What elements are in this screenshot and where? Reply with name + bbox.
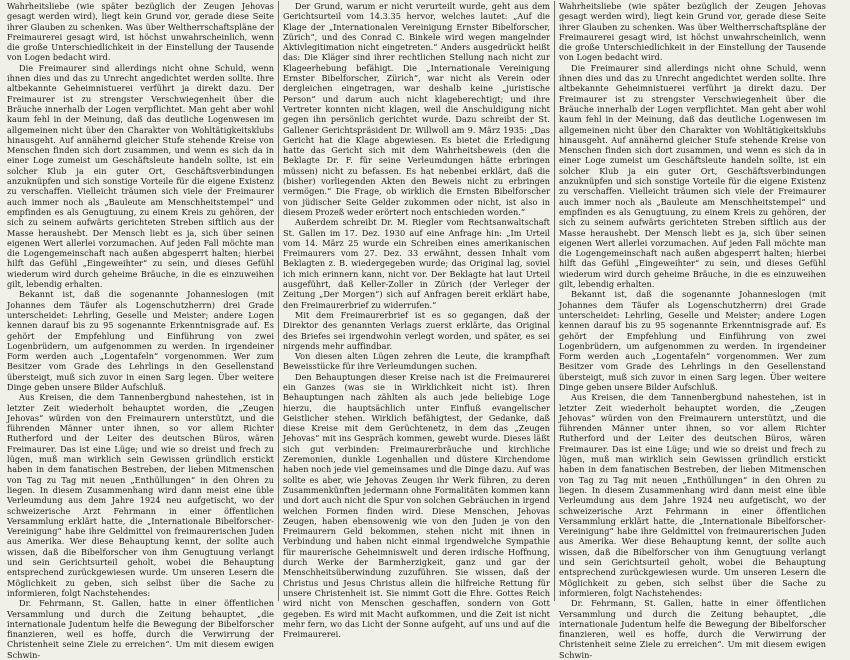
paragraph: Der Grund, warum er nicht verurteilt wurde, geht aus dem Gerichtsurteil vom 14.3.35 hervor, welches lautet: „Auf die Klage der „Internationalen Vereinigung Ernster Bibelforscher, Zürich“, und des Conrad C. Binkele wird wegen mangelnder Aktivlegitimation nicht eingetreten.“ Anders ausgedrückt heißt das: Die Kläger sind ihrer rechtlichen Stellung nach nicht zur Klageerhebung befähigt. Die „Internationale Vereinigung Ernster Bibelforscher, Zürich“, war nicht als Verein oder dergleichen eingetragen, war deshalb keine „juristische Person“ und darum auch nicht klageberechtigt; und ihre Vertreter konnten nicht klagen, weil die Anschuldigung nicht gegen ihn persönlich gerichtet wurde. Dazu schreibt der St. Gallener Gerichtspräsident Dr. Willwoll am 9. März 1935: „Das Gericht hat die Klage abgewiesen. Es bietet die Erledigung hatte das Gericht sich mit dem Wahrheitsbeweis (den die Beklagte Dr. F. für seine Verleumdungen hätte erbringen müssen) nicht zu befassen. Es hat nebenbei erklärt, daß die (bisher) vorliegenden Akten den Beweis nicht zu erbringen vermögen.“ Die Frage, ob wirklich die Ernsten Bibelforscher von jüdischer Seite Gelder zukommen oder nicht, ist also in diesem Prozeß weder erörtert noch entschieden worden.“ xyxy=(283,1,550,217)
text-column-middle xyxy=(279,1,554,640)
paragraph: Wahrheitsliebe (wie später bezüglich der Zeugen Jehovas gesagt werden wird), liegt kein Grund vor, gerade diese Seite ihrer Glauben zu schenken. Was über Weltherrschaftspläne der Freimaurerei gesagt wird, ist höchst unwahrscheinlich, wenn die große Unterschiedlichkeit in der Einstellung der Tausende von Logen bedacht wird. xyxy=(559,1,826,63)
paragraph: Bekannt ist, daß die sogenannte Johanneslogen (mit Johannes dem Täufer als Logenschutzherrn) drei Grade unterscheidet: Lehrling, Geselle und Meister; andere Logen kennen darauf bis zu 95 sogenannte Erkenntnisgrade auf. Es gehört der Empfehlung und Einführung von zwei Logenbrüdern, um aufgenommen zu werden. In irgendeiner Form werden auch „Logentafeln“ vorgenommen. Wer zum Besitzer vom Grade des Lehrlings in den Gesellenstand übersteigt, muß sich zuvor in einen Sarg legen. Über weitere Dinge geben unsere Bilder Aufschluß. xyxy=(7,289,274,392)
text-column-right xyxy=(555,1,830,660)
paragraph: Dr. Fehrmann, St. Gallen, hatte in einer öffentlichen Versammlung und durch die Zeitung behauptet, „die internationale Judentum helfe die Bewegung der Bibelforscher finanzieren, weil es hoffe, durch die Verwirrung der Christenheit seine Ziele zu erreichen“. Um mit diesem ewigen Schwin- xyxy=(559,598,826,660)
paragraph: Dr. Fehrmann, St. Gallen, hatte in einer öffentlichen Versammlung und durch die Zeitung behauptet, „die internationale Judentum helfe die Bewegung der Bibelforscher finanzieren, weil es hoffe, durch die Verwirrung der Christenheit seine Ziele zu erreichen“. Um mit diesem ewigen Schwin- xyxy=(7,598,274,660)
paragraph: Aus Kreisen, die dem Tannenbergbund nahestehen, ist in letzter Zeit wiederholt behauptet worden, die „Zeugen Jehovas“ würden von den Freimaurern unterstützt, und die führenden Männer unter ihnen, so vor allem Richter Rutherford und der Leiter des deutschen Büros, wären Freimaurer. Das ist eine Lüge; und wie so dreist und frech zu lügen, muß man wirklich sein Gewissen gründlich erstickt haben in dem fanatischen Bestreben, der lieben Mitmenschen von Tag zu Tag mit neuen „Enthüllungen“ in den Ohren zu liegen. In diesem Zusammenhang wird dann meist eine üble Verleumdung aus dem Jahre 1924 neu aufgetischt, wo der schweizerische Arzt Fehrmann in einer öffentlichen Versammlung erklärt hatte, die „Internationale Bibelforscher-Vereinigung“ habe ihre Geldmittel von freimaurerischen Juden aus Amerika. Wer diese Behauptung kennt, der sollte auch wissen, daß die Bibelforscher von ihm Genugtuung verlangt und sein Gerichtsurteil geholt, wobei die Behauptung entsprechend zurückgewiesen wurde. Um unseren Lesern die Möglichkeit zu geben, sich selbst über die Sache zu informieren, folgt Nachstehendes: xyxy=(7,392,274,598)
paragraph: Bekannt ist, daß die sogenannte Johanneslogen (mit Johannes dem Täufer als Logenschutzherrn) drei Grade unterscheidet: Lehrling, Geselle und Meister; andere Logen kennen darauf bis zu 95 sogenannte Erkenntnisgrade auf. Es gehört der Empfehlung und Einführung von zwei Logenbrüdern, um aufgenommen zu werden. In irgendeiner Form werden auch „Logentafeln“ vorgenommen. Wer zum Besitzer vom Grade des Lehrlings in den Gesellenstand übersteigt, muß sich zuvor in einen Sarg legen. Über weitere Dinge geben unsere Bilder Aufschluß. xyxy=(559,289,826,392)
paragraph: Den Behauptungen dieser Kreise nach ist die Freimaurerei ein Ganzes (was sie in Wirklichkeit nicht ist). Ihren Behauptungen nach zählten als auch jede beliebige Loge hierzu, die hauptsächlich unter Einfluß evangelischer Geistlicher stehen. Wirklich befähigtest, der Gedanke, daß diese Kreise mit dem Gerüchtenetz, in dem das „Zeugen Jehovas“ mit ins Gespräch kommen, gewebt wurde. Dieses läßt sich gut verbinden: Freimaurerbräuche und kirchliche Zeremonien, dunkle Logenhallen und düstere Kirchendome haben noch jede viel gemeinsames und die Dinge dazu. Auf was sollte es aber, wie Jehovas Zeugen ihr Werk führen, zu deren Zusammenkünften jedermann ohne Formalitäten kommen kann und dort auch nicht die Spur von solchen Gebräuchen in irgend welchen Formen finden wird. Diese Menschen, Jehovas Zeugen, haben ebensowenig wie von den Juden je von den Freimaurern Geld bekommen, stehen nicht mit ihnen in Verbindung und haben nicht einmal irgendwelche Sympathie für maurerische Geheimniswelt und deren irdische Hoffnung, durch Werke der Barmherzigkeit, ganz und gar der Menschheitsüberwindung zuzuführen. Sie wissen, daß der Christus und Jesus Christus allein die hilfreiche Rettung für unsere Christenheit ist. Sie nimmt Gott die Ehre. Gottes Reich wird nicht von Menschen geschaffen, sondern von Gott gegeben. Es wird mit Macht aufkommen, und die Zeit ist nicht mehr fern, wo das Licht der Sonne aufgeht, auf uns und auf die Freimaurerei. xyxy=(283,371,550,640)
paragraph: Die Freimaurer sind allerdings nicht ohne Schuld, wenn ihnen dies und das zu Unrecht angedichtet werden sollte. Ihre altbekannte Geheimnistuerei verführt ja direkt dazu. Der Freimaurer ist zu strengster Verschwiegenheit über die Bräuche innerhalb der Logen verpflichtet. Man geht aber wohl kaum fehl in der Meinung, daß das deutliche Logenwesen im allgemeinen nicht über den Charakter von Wohltätigkeitsklubs hinausgeht. Auf annähernd gleicher Stufe stehende Kreise von Menschen finden sich dort zusammen, und wenn es sich da in einer Loge zumeist um Geschäftsleute handeln sollte, ist ein solcher Klub ja ein guter Ort, Geschäftsverbindungen anzuknüpfen und sich sonstige Vorteile für die eigene Existenz zu verschaffen. Vielleicht träumen sich viele der Freimaurer auch immer noch als „Bauleute am Menschheitstempel“ und empfinden es als Genugtuung, zu einem Kreis zu gehören, der sich zu seinem aufwärts gerichteten Streben siftlich aus der Masse heraushebt. Der Mensch liebt es ja, sich über seinen eigenen Wert allerlei vorzumachen. Auf jeden Fall möchte man die Logengemeinschaft nach außen abgesperrt halten; hierbei hilft das Gefühl „Eingeweihter“ zu sein, und dieses Gefühl wiederum wird durch geheime Bräuche, in die es einzuweihen gilt, lebendig erhalten. xyxy=(559,62,826,290)
paragraph: Aus Kreisen, die dem Tannenbergbund nahestehen, ist in letzter Zeit wiederholt behauptet worden, die „Zeugen Jehovas“ würden von den Freimaurern unterstützt, und die führenden Männer unter ihnen, so vor allem Richter Rutherford und der Leiter des deutschen Büros, wären Freimaurer. Das ist eine Lüge; und wie so dreist und frech zu lügen, muß man wirklich sein Gewissen gründlich erstickt haben in dem fanatischen Bestreben, der lieben Mitmenschen von Tag zu Tag mit neuen „Enthüllungen“ in den Ohren zu liegen. In diesem Zusammenhang wird dann meist eine üble Verleumdung aus dem Jahre 1924 neu aufgetischt, wo der schweizerische Arzt Fehrmann in einer öffentlichen Versammlung erklärt hatte, die „Internationale Bibelforscher-Vereinigung“ habe ihre Geldmittel von freimaurerischen Juden aus Amerika. Wer diese Behauptung kennt, der sollte auch wissen, daß die Bibelforscher von ihm Genugtuung verlangt und sein Gerichtsurteil geholt, wobei die Behauptung entsprechend zurückgewiesen wurde. Um unseren Lesern die Möglichkeit zu geben, sich selbst über die Sache zu informieren, folgt Nachstehendes: xyxy=(559,392,826,598)
paragraph: Außerdem schreibt Dr. M. Riegler vom Rechtsanwaltschaft St. Gallen im 17. Dez. 1930 auf eine Anfrage hin: „Im Urteil vom 14. März 25 wurde ein Schreiben eines amerikanischen Freimaurers vom 27. Dez. 33 erwähnt, dessen Inhalt vom Beklagten z. B. wiedergegeben wurde; das Original lag, soviel ich mich erinnern kann, nicht vor. Der Beklagte hat laut Urteil ausgeführt, daß Keller-Zoller in Zürich (der Verleger der Zeitung „Der Morgen“) sich auf Anfragen bereit erklärt habe, den Freimaurerbrief zu widerrufen.“ xyxy=(283,217,550,310)
paragraph: Von diesen alten Lügen zehren die Leute, die krampfhaft Beweisstücke für ihre Verleumdungen suchen. xyxy=(283,351,550,372)
paragraph: Die Freimaurer sind allerdings nicht ohne Schuld, wenn ihnen dies und das zu Unrecht angedichtet werden sollte. Ihre altbekannte Geheimnistuerei verführt ja direkt dazu. Der Freimaurer ist zu strengster Verschwiegenheit über die Bräuche innerhalb der Logen verpflichtet. Man geht aber wohl kaum fehl in der Meinung, daß das deutliche Logenwesen im allgemeinen nicht über den Charakter von Wohltätigkeitsklubs hinausgeht. Auf annähernd gleicher Stufe stehende Kreise von Menschen finden sich dort zusammen, und wenn es sich da in einer Loge zumeist um Geschäftsleute handeln sollte, ist ein solcher Klub ja ein guter Ort, Geschäftsverbindungen anzuknüpfen und sich sonstige Vorteile für die eigene Existenz zu verschaffen. Vielleicht träumen sich viele der Freimaurer auch immer noch als „Bauleute am Menschheitstempel“ und empfinden es als Genugtuung, zu einem Kreis zu gehören, der sich zu seinem aufwärts gerichteten Streben siftlich aus der Masse heraushebt. Der Mensch liebt es ja, sich über seinen eigenen Wert allerlei vorzumachen. Auf jeden Fall möchte man die Logengemeinschaft nach außen abgesperrt halten; hierbei hilft das Gefühl „Eingeweihter“ zu sein, und dieses Gefühl wiederum wird durch geheime Bräuche, in die es einzuweihen gilt, lebendig erhalten. xyxy=(7,62,274,290)
text-column-left xyxy=(3,1,278,660)
paragraph: Wahrheitsliebe (wie später bezüglich der Zeugen Jehovas gesagt werden wird), liegt kein Grund vor, gerade diese Seite ihrer Glauben zu schenken. Was über Weltherrschaftspläne der Freimaurerei gesagt wird, ist höchst unwahrscheinlich, wenn die große Unterschiedlichkeit in der Einstellung der Tausende von Logen bedacht wird. xyxy=(7,1,274,63)
paragraph: Mit dem Freimaurerbrief ist es so gegangen, daß der Direktor des genannten Verlags zuerst erklärte, das Original des Briefes sei irgendwohin verlegt worden, und später, es sei nirgends mehr auffindbar. xyxy=(283,309,550,351)
